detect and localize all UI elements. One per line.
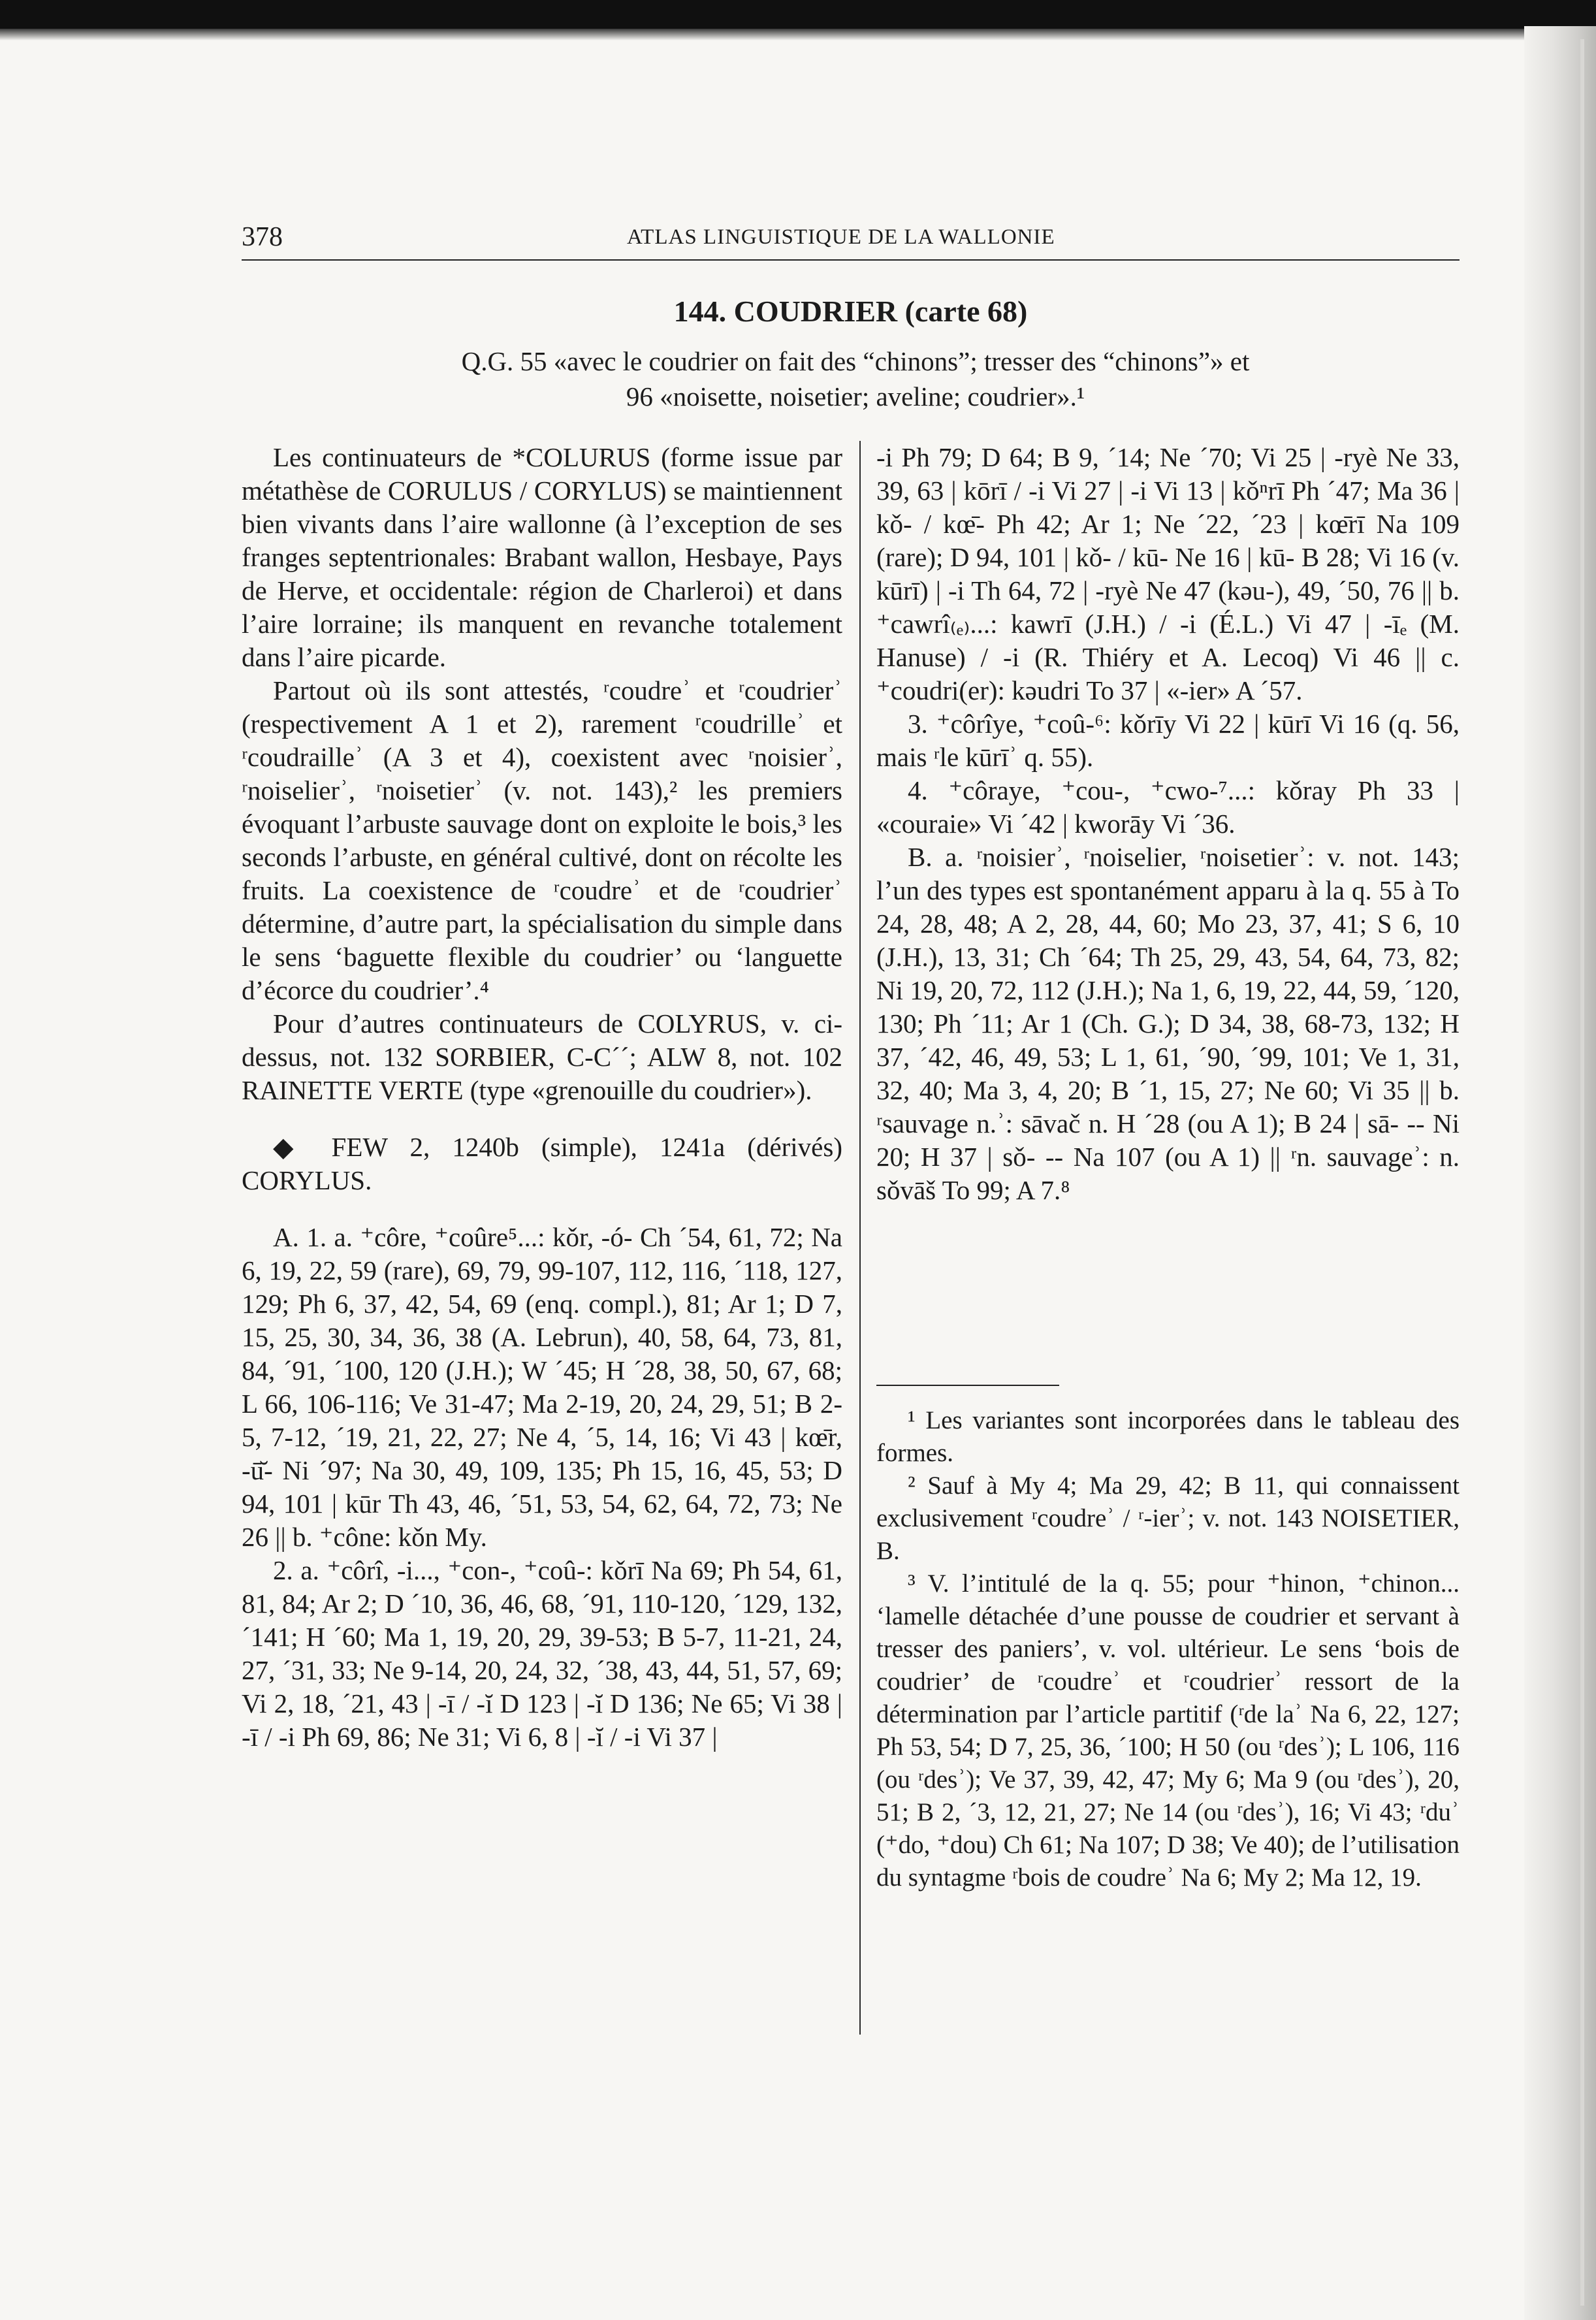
cross-reference-paragraph: Pour d’autres continuateurs de COLYRUS, v. ci-dessus, not. 132 SORBIER, C-C´´; ALW 8, not. 102 RAINETTE VERTE (type «grenouille du coudrier»). bbox=[242, 1008, 842, 1105]
scan-border-top bbox=[0, 0, 1596, 29]
running-head: ATLAS LINGUISTIQUE DE LA WALLONIE bbox=[627, 225, 1055, 249]
few-reference: ◆ FEW 2, 1240b (simple), 1241a (dérivés) CORYLUS. bbox=[242, 1132, 842, 1195]
scan-binding-edge bbox=[1580, 39, 1584, 2306]
section-a4-forms: 4. ⁺côraye, ⁺cou-, ⁺cwo-⁷...: kǒray Ph 33 | «couraie» Vi ´42 | kworāy Vi ´36. bbox=[876, 775, 1460, 839]
footnotes bbox=[876, 1404, 1460, 1894]
footnote-2: ² Sauf à My 4; Ma 29, 42; B 11, qui connaissent exclusivement ʳcoudreʾ / ʳ-ierʾ; v. not. 143 NOISETIER, B. bbox=[876, 1472, 1460, 1565]
section-a2-forms: 2. a. ⁺côrî, -i..., ⁺con-, ⁺coû-: kǒrī Na 69; Ph 54, 61, 81, 84; Ar 2; D ´10, 36, 46, 68, ´91, 110-120, ´129, 132, ´141; H ´60; Ma 1, 19, 20, 29, 39-53; B 5-7, 11-21, 24, 27, ´31, 33; Ne 9-14, 20, 24, 32, ´38, 43, 44, 51, 57, 69; Vi 2, 18, ´21, 43 | -ī / -ĭ D 123 | -ĭ D 136; Ne 65; Vi 38 | -ī / -i Ph 69, 86; Ne 31; Vi 6, 8 | -ĭ / -i Vi 37 | bbox=[242, 1555, 842, 1752]
footnote-3: ³ V. l’intitulé de la q. 55; pour ⁺hinon, ⁺chinon... ‘lamelle détachée d’une pousse de coudrier et servant à tresser des paniers’, v. vol. ultérieur. Le sens ‘bois de coudrier’ de ʳcoudreʾ et ʳcoudrierʾ ressort de la détermination par l’article partitif (ʳde laʾ Na 6, 22, 127; Ph 53, 54; D 7, 25, 36, ´100; H 50 (ou ʳdesʾ); L 106, 116 (ou ʳdesʾ); Ve 37, 39, 42, 47; My 6; Ma 9 (ou ʳdesʾ), 20, 51; B 2, ´3, 12, 21, 27; Ne 14 (ou ʳdesʾ), 16; Vi 43; ʳduʾ (⁺do, ⁺dou) Ch 61; Na 107; D 38; Ve 40); de l’utilisation du syntagme ʳbois de coudreʾ Na 6; My 2; Ma 12, 19. bbox=[876, 1570, 1460, 1892]
page-header bbox=[242, 219, 1460, 261]
coexistence-paragraph: Partout où ils sont attestés, ʳcoudreʾ et ʳcoudrierʾ (respectivement A 1 et 2), rarement ʳcoudrilleʾ et ʳcoudrailleʾ (A 3 et 4), coexistent avec ʳnoisierʾ, ʳnoiselierʾ, ʳnoisetierʾ (v. not. 143),² les premiers évoquant l’arbuste sauvage dont on exploite le bois,³ les seconds l’arbuste, en général cultivé, dont on récolte les fruits. La coexistence de ʳcoudreʾ et de ʳcoudrierʾ détermine, d’autre part, la spécialisation du simple dans le sens ‘baguette flexible du coudrier’ ou ‘languette d’écorce du coudrier’.⁴ bbox=[242, 675, 842, 1005]
column-divider bbox=[859, 441, 861, 2035]
questionnaire-line-2: 96 «noisette, noisetier; aveline; coudrier».¹ bbox=[626, 381, 1085, 411]
intro-paragraph: Les continuateurs de *COLURUS (forme issue par métathèse de CORULUS / CORYLUS) se maintiennent bien vivants dans l’aire wallonne (à l’exception de ses franges septentrionales: Brabant wallon, Hesbaye, Pays de Herve, et occidentale: région de Charleroi) et dans l’aire lorraine; ils manquent en revanche totalement dans l’aire picarde. bbox=[242, 442, 842, 672]
article-title: 144. COUDRIER (carte 68) bbox=[673, 295, 1028, 328]
section-a1-forms: A. 1. a. ⁺côre, ⁺coûre⁵...: kǒr, -ó- Ch ´54, 61, 72; Na 6, 19, 22, 59 (rare), 69, 79, 99-107, 112, 116, ´118, 127, 129; Ph 6, 37, 42, 54, 69 (enq. compl.), 81; Ar 1; D 7, 15, 25, 30, 34, 36, 38 (A. Lebrun), 40, 58, 64, 73, 81, 84, ´91, ´100, 120 (J.H.); W ´45; H ´28, 38, 50, 67, 68; L 66, 106-116; Ve 31-47; Ma 2-19, 20, 24, 29, 51; B 2-5, 7-12, ´19, 21, 22, 27; Ne 4, ´5, 14, 16; Vi 43 | kœ̄r, -ū̆- Ni ´97; Na 30, 49, 109, 135; Ph 15, 16, 45, 53; D 94, 101 | kūr Th 43, 46, ´51, 53, 54, 62, 64, 72, 73; Ne 26 || b. ⁺cône: kǒn My. bbox=[242, 1222, 842, 1552]
questionnaire-reference bbox=[366, 344, 1345, 414]
scan-binding-shadow bbox=[1524, 26, 1596, 2320]
footnote-1: ¹ Les variantes sont incorporées dans le tableau des formes. bbox=[876, 1406, 1460, 1467]
questionnaire-line-1: Q.G. 55 «avec le coudrier on fait des “chinons”; tresser des “chinons”» et bbox=[461, 346, 1250, 376]
page-number: 378 bbox=[242, 222, 283, 252]
section-b-forms: B. a. ʳnoisierʾ, ʳnoiselier, ʳnoisetierʾ: v. not. 143; l’un des types est spontanément apparu à la q. 55 à To 24, 28, 48; A 2, 28, 44, 60; Mo 23, 37, 41; S 6, 10 (J.H.), 13, 31; Ch ´64; Th 25, 29, 43, 54, 64, 73, 82; Ni 19, 20, 72, 112 (J.H.); Na 1, 6, 19, 22, 44, 59, ´120, 130; Ph ´11; Ar 1 (Ch. G.); D 34, 38, 68-73, 132; H 37, ´42, 46, 49, 53; L 1, 61, ´90, ´99, 101; Ve 1, 31, 32, 40; Ma 3, 4, 20; B ´1, 15, 27; Ne 60; Vi 35 || b. ʳsauvage n.ʾ: sāvač n. H ´28 (ou A 1); B 24 | sā- -- Ni 20; H 37 | sǒ- -- Na 107 (ou A 1) || ʳn. sauvageʾ: n. sǒvāš To 99; A 7.⁸ bbox=[876, 842, 1460, 1205]
right-column bbox=[876, 441, 1460, 1207]
scan-shadow-top bbox=[0, 29, 1596, 40]
section-a2-continued: -i Ph 79; D 64; B 9, ´14; Ne ´70; Vi 25 | -ryè Ne 33, 39, 63 | kōrī / -i Vi 27 | -i Vi 13 | kǒⁿrī Ph ´47; Ma 36 | kǒ- / kœ̄- Ph 42; Ar 1; Ne ´22, ´23 | kœ̄rī Na 109 (rare); D 94, 101 | kǒ- / kū- Ne 16 | kū- B 28; Vi 16 (v. kūrī) | -i Th 64, 72 | -ryè Ne 47 (kǝu-), 49, ´50, 76 || b. ⁺cawrî₍ₑ₎...: kawrī (J.H.) / -i (É.L.) Vi 47 | -īₑ (M. Hanuse) / -i (R. Thiéry et A. Lecoq) Vi 46 || c. ⁺coudri(er): kǝudri To 37 | «-ier» A ´57. bbox=[876, 442, 1460, 705]
footnotes-rule bbox=[876, 1385, 1059, 1386]
left-column bbox=[242, 441, 842, 1754]
section-a3-forms: 3. ⁺côrîye, ⁺coû-⁶: kǒrīy Vi 22 | kūrī Vi 16 (q. 56, mais ʳle kūrīʾ q. 55). bbox=[876, 709, 1460, 772]
